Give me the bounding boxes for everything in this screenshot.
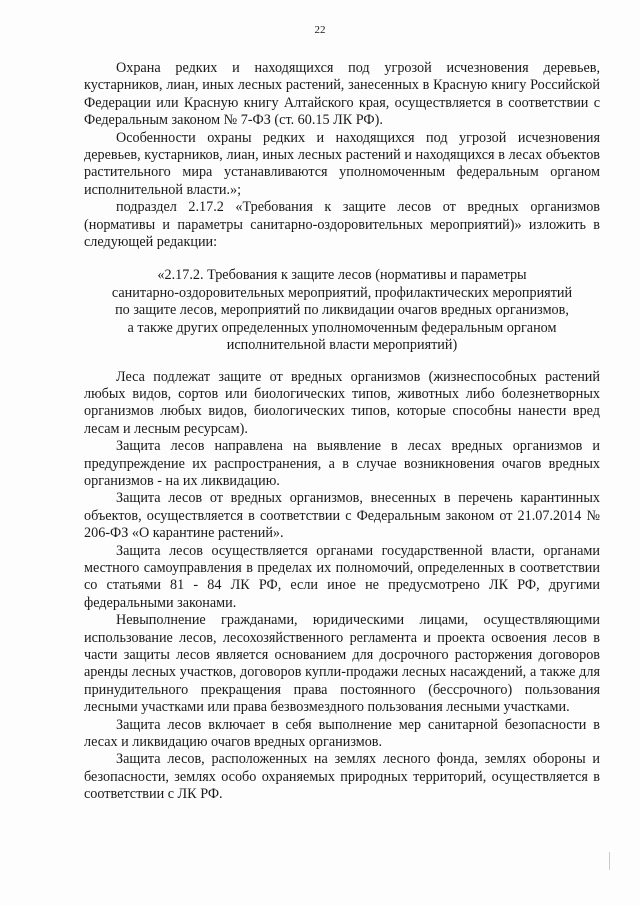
heading-line: санитарно-оздоровительных мероприятий, профилактических мероприятий [111, 284, 573, 301]
paragraph: Защита лесов включает в себя выполнение мер санитарной безопасности в лесах и ликвидацию очагов вредных организмов. [84, 716, 600, 751]
paragraph: Невыполнение гражданами, юридическими лицами, осуществляющими использование лесов, лесохозяйственного регламента и проекта освоения лесов в части защиты лесов является основанием для досрочного расторжения договоров аренды лесных участков, договоров купли-продажи лесных насаждений, а также для принудительного прекращения права постоянного (бессрочного) пользования лесными участками или права безвозмездного пользования лесными участками. [84, 612, 600, 716]
scan-artifact [609, 852, 610, 870]
heading-line: по защите лесов, мероприятий по ликвидации очагов вредных организмов, [115, 302, 569, 319]
section-heading [100, 267, 584, 354]
document-body [84, 60, 600, 804]
paragraph: Защита лесов осуществляется органами государственной власти, органами местного самоуправления в пределах их полномочий, определенных в соответствии со статьями 81 - 84 ЛК РФ, если иное не предусмотрено ЛК РФ, другими федеральными законами. [84, 542, 600, 611]
paragraph: Защита лесов от вредных организмов, внесенных в перечень карантинных объектов, осуществляется в соответствии с Федеральным законом от 21.07.2014 № 206-ФЗ «О карантине растений». [84, 490, 600, 542]
paragraph: Защита лесов направлена на выявление в лесах вредных организмов и предупреждение их распространения, а в случае возникновения очагов вредных организмов - на их ликвидацию. [84, 438, 600, 489]
paragraph: Защита лесов, расположенных на землях лесного фонда, землях обороны и безопасности, землях особо охраняемых природных территорий, осуществляется в соответствии с ЛК РФ. [84, 751, 600, 803]
page-number: 22 [314, 24, 326, 36]
paragraph: Охрана редких и находящихся под угрозой исчезновения деревьев, кустарников, лиан, иных лесных растений, занесенных в Красную книгу Российской Федерации или Красную книгу Алтайского края, осуществляется в соответствии с Федеральным законом № 7-ФЗ (ст. 60.15 ЛК РФ). [84, 60, 600, 129]
heading-line: а также других определенных уполномоченным федеральным органом [127, 319, 557, 336]
paragraph: Леса подлежат защите от вредных организмов (жизнеспособных растений любых видов, сортов или биологических типов, животных либо болезнетворных организмов любых видов, биологических типов, которые способны нанести вред лесам и лесным ресурсам). [84, 368, 600, 437]
heading-line: исполнительной власти мероприятий) [226, 337, 458, 354]
paragraph: подраздел 2.17.2 «Требования к защите лесов от вредных организмов (нормативы и параметры санитарно-оздоровительных мероприятий)» изложить в следующей редакции: [84, 199, 600, 251]
heading-line: «2.17.2. Требования к защите лесов (нормативы и параметры [157, 267, 527, 284]
paragraph: Особенности охраны редких и находящихся под угрозой исчезновения деревьев, кустарников, лиан, иных лесных растений и находящихся в лесах объектов растительного мира устанавливаются уполномоченным федеральным органом исполнительной власти.»; [84, 129, 600, 198]
